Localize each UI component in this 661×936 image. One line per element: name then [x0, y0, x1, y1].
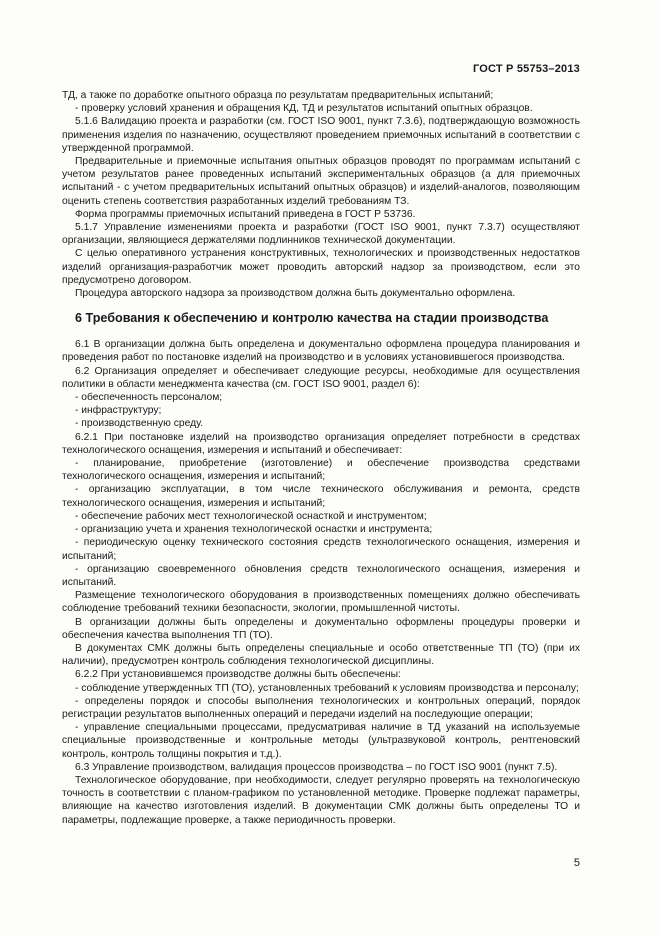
list-item: - планирование, приобретение (изготовление) и обеспечение производства средствами технологического оснащения, измерения и испытаний;: [62, 458, 580, 483]
paragraph: С целью оперативного устранения конструктивных, технологических и производственных недостатков изделий организация-разработчик может проводить авторский надзор за производством, если это предусмотрено договором.: [62, 248, 580, 286]
list-item: - проверку условий хранения и обращения КД, ТД и результатов испытаний опытных образцов.: [75, 103, 533, 115]
paragraph: Форма программы приемочных испытаний приведена в ГОСТ Р 53736.: [75, 208, 416, 220]
paragraph: Предварительные и приемочные испытания опытных образцов проводят по программам испытаний с учетом результатов ранее проведенных испытаний экспериментальных образцов (а для приемочных испытаний - с учетом предварительных испытаний опытных образцов) и изделий-аналогов, позволяющим оценить степень соответствия разработанных изделий требованиям ТЗ.: [62, 156, 580, 207]
paragraph: 6.2.1 При постановке изделий на производство организация определяет потребности в средствах технологического оснащения, измерения и испытаний и обеспечивает:: [62, 431, 580, 456]
standard-header: ГОСТ Р 55753–2013: [472, 63, 580, 75]
paragraph: Процедура авторского надзора за производством должна быть документально оформлена.: [75, 288, 516, 300]
paragraph: 6.2.2 При установившемся производстве должны быть обеспечены:: [75, 669, 401, 681]
list-item: - обеспеченность персоналом;: [75, 392, 223, 404]
list-item: - управление специальными процессами, предусматривая наличие в ТД указаний на используемые специальные производственные и контрольные методы (ультразвуковой контроль, рентгеновский контроль, контроль толщины покрытия и т.д.).: [62, 722, 580, 760]
list-item: - определены порядок и способы выполнения технологических и контрольных операций, порядок регистрации результатов выполненных операций и передачи изделий на последующие операции;: [62, 695, 580, 720]
list-item: - производственную среду.: [75, 418, 204, 430]
paragraph: В документах СМК должны быть определены специальные и особо ответственные ТП (ТО) (при их наличии), предусмотрен контроль соблюдения технологической дисциплины.: [62, 642, 580, 668]
page-number: 5: [573, 857, 580, 869]
list-item: - организацию эксплуатации, в том числе технического обслуживания и ремонта, средств технологического оснащения, измерения и испытаний;: [62, 484, 580, 509]
list-item: - инфраструктуру;: [75, 405, 162, 417]
paragraph: 6.3 Управление производством, валидация процессов производства – по ГОСТ ISO 9001 (пункт 7.5).: [75, 761, 558, 773]
paragraph: 6.1 В организации должна быть определена и документально оформлена процедура планирования и проведения работ по постановке изделий на производство и в условиях установившегося производства.: [62, 339, 580, 364]
paragraph: Технологическое оборудование, при необходимости, следует регулярно проверять на технологическую точность в соответствии с планом-графиком по установленной методике. Проверке подлежат параметры, влияющие на качество изготовления изделий. В документации СМК должны быть определены ТО и параметры, подлежащие проверке, а также периодичность проверки.: [62, 774, 580, 826]
list-item: - периодическую оценку технического состояния средств технологического оснащения, измерения и испытаний;: [62, 537, 580, 562]
list-item: - соблюдение утвержденных ТП (ТО), установленных требований к условиям производства и персоналу;: [75, 682, 579, 694]
list-item: - организацию своевременного обновления средств технологического оснащения, измерения и испытаний.: [62, 563, 580, 588]
paragraph: 5.1.6 Валидацию проекта и разработки (см. ГОСТ ISO 9001, пункт 7.3.6), подтверждающую возможность применения изделия по назначению, осуществляют проведением приемочных испытаний в соответствии с утвержденной программой.: [62, 116, 580, 154]
paragraph: 5.1.7 Управление изменениями проекта и разработки (ГОСТ ISO 9001, пункт 7.3.7) осуществляют организации, являющиеся держателями подлинников технической документации.: [62, 222, 580, 247]
paragraph: 6.2 Организация определяет и обеспечивает следующие ресурсы, необходимые для осуществления политики в области менеджмента качества (см. ГОСТ ISO 9001, раздел 6):: [62, 365, 580, 390]
list-item: - обеспечение рабочих мест технологической оснасткой и инструментом;: [75, 510, 427, 522]
list-item: - организацию учета и хранения технологической оснастки и инструмента;: [75, 524, 433, 536]
paragraph: В организации должны быть определены и документально оформлены процедуры проверки и обеспечения качества выполнения ТП (ТО).: [62, 616, 580, 641]
paragraph: ТД, а также по доработке опытного образца по результатам предварительных испытаний;: [62, 90, 494, 101]
paragraph: Размещение технологического оборудования в производственных помещениях должно обеспечивать соблюдение требований техники безопасности, экологии, промышленной чистоты.: [62, 590, 580, 615]
document-body: [62, 89, 580, 827]
section-title: 6 Требования к обеспечению и контролю качества на стадии производства: [75, 311, 549, 326]
